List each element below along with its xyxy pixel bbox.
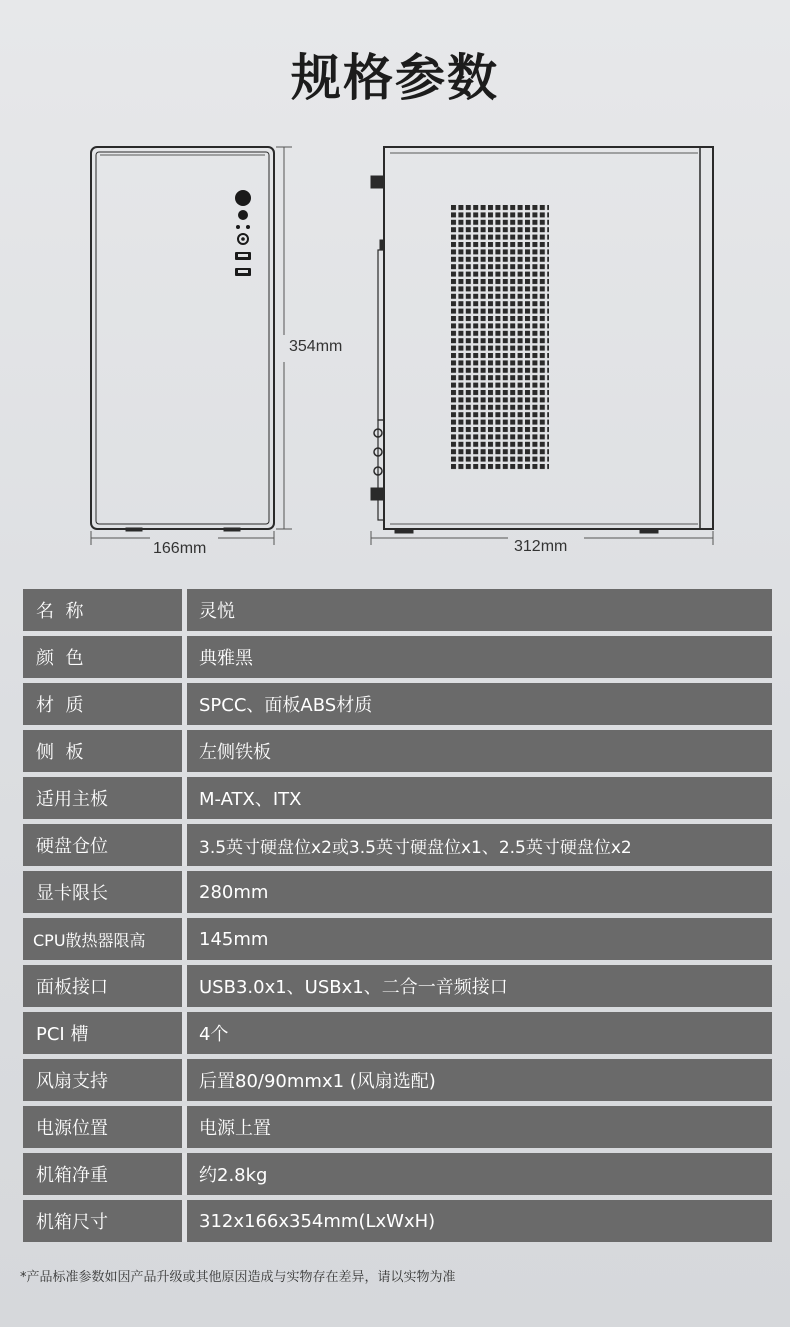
disclaimer-note: *产品标准参数如因产品升级或其他原因造成与实物存在差异，请以实物为准: [20, 1270, 456, 1285]
spec-value: 约2.8kg: [187, 1153, 772, 1195]
front-io-panel: [235, 190, 251, 276]
table-row: [23, 777, 772, 819]
side-vent-mesh: [451, 205, 549, 470]
height-dimension-label: 354mm: [289, 338, 343, 355]
spec-value: 电源上置: [187, 1106, 772, 1148]
spec-label: 显卡限长: [23, 871, 187, 913]
spec-value: SPCC、面板ABS材质: [187, 683, 772, 725]
depth-dimension-label: 312mm: [514, 538, 568, 555]
table-row: [23, 965, 772, 1007]
spec-label: 机箱净重: [23, 1153, 187, 1195]
spec-label: 硬盘仓位: [23, 824, 187, 866]
spec-label: 适用主板: [23, 777, 187, 819]
spec-value: 4个: [187, 1012, 772, 1054]
spec-label: 机箱尺寸: [23, 1200, 187, 1242]
spec-value: 280mm: [187, 871, 772, 913]
page-title: 规格参数: [291, 49, 499, 107]
spec-value: USB3.0x1、USBx1、二合一音频接口: [187, 965, 772, 1007]
case-outline-illustration: [0, 138, 790, 568]
table-row: [23, 918, 772, 960]
spec-label: 电源位置: [23, 1106, 187, 1148]
table-row: [23, 636, 772, 678]
table-row: [23, 1106, 772, 1148]
spec-value: 3.5英寸硬盘位x2或3.5英寸硬盘位x1、2.5英寸硬盘位x2: [187, 824, 772, 866]
spec-value: 典雅黑: [187, 636, 772, 678]
table-row: [23, 1153, 772, 1195]
spec-label: CPU散热器限高: [23, 918, 187, 960]
spec-value: 145mm: [187, 918, 772, 960]
width-dimension-label: 166mm: [153, 540, 207, 557]
table-row: [23, 1059, 772, 1101]
spec-label: PCI 槽: [23, 1012, 187, 1054]
spec-value: 灵悦: [187, 589, 772, 631]
table-row: [23, 871, 772, 913]
spec-value: M-ATX、ITX: [187, 777, 772, 819]
table-row: [23, 730, 772, 772]
spec-table: [23, 584, 772, 1247]
spec-label: 颜 色: [23, 636, 187, 678]
spec-value: 左侧铁板: [187, 730, 772, 772]
table-row: [23, 1200, 772, 1242]
spec-value: 后置80/90mmx1 (风扇选配): [187, 1059, 772, 1101]
spec-value: 312x166x354mm(LxWxH): [187, 1200, 772, 1242]
spec-label: 风扇支持: [23, 1059, 187, 1101]
spec-label: 侧 板: [23, 730, 187, 772]
table-row: [23, 1012, 772, 1054]
table-row: [23, 683, 772, 725]
spec-label: 名 称: [23, 589, 187, 631]
table-row: [23, 589, 772, 631]
spec-label: 面板接口: [23, 965, 187, 1007]
spec-label: 材 质: [23, 683, 187, 725]
case-drawing: [0, 138, 790, 568]
table-row: [23, 824, 772, 866]
